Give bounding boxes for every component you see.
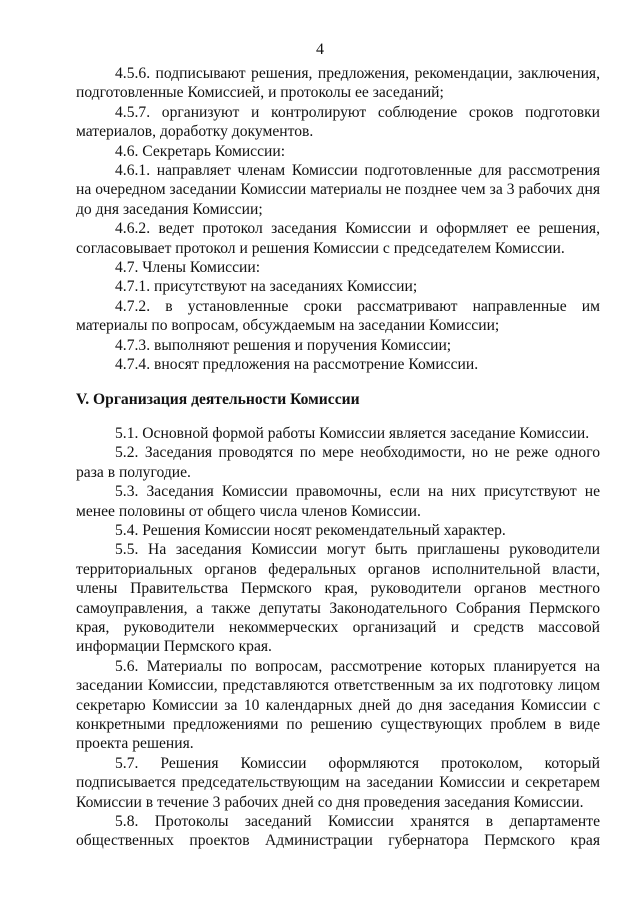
paragraph-4-6-2: 4.6.2. ведет протокол заседания Комиссии и оформляет ее решения, согласовывает протокол и решения Комиссии с председателем Комиссии. [76,220,600,257]
paragraph-5-3: 5.3. Заседания Комиссии правомочны, если на них присутствуют не менее половины от общего числа членов Комиссии. [76,483,600,520]
paragraph-4-6: 4.6. Секретарь Комиссии: [115,142,286,160]
paragraph-5-8: 5.8. Протоколы заседаний Комиссии хранятся в департаменте общественных проектов Администрации губернатора Пермского края [76,813,600,850]
paragraph-5-1: 5.1. Основной формой работы Комиссии является заседание Комиссии. [115,424,590,442]
paragraph-4-7-4: 4.7.4. вносят предложения на рассмотрение Комиссии. [115,356,479,374]
paragraph-5-6: 5.6. Материалы по вопросам, рассмотрение которых планируется на заседании Комиссии, представляются ответственным за их подготовку лицом секретарю Комиссии за 10 календарных дней до дня заседания Комиссии с конкретными предложениями по решению существующих проблем в виде проекта решения. [76,657,600,753]
document-body [76,64,600,851]
paragraph-4-7-3: 4.7.3. выполняют решения и поручения Комиссии; [115,336,452,354]
section-heading: V. Организация деятельности Комиссии [76,390,360,408]
paragraph-5-5: 5.5. На заседания Комиссии могут быть приглашены руководители территориальных органов федеральных органов исполнительной власти, члены Правительства Пермского края, руководители органов местного самоуправления, а также депутаты Законодательного Собрания Пермского края, руководители некоммерческих организаций и средств массовой информации Пермского края. [76,541,600,656]
paragraph-4-6-1: 4.6.1. направляет членам Комиссии подготовленные для рассмотрения на очередном заседании Комиссии материалы не позднее чем за 3 рабочих дня до дня заседания Комиссии; [76,162,600,218]
paragraph-5-7: 5.7. Решения Комиссии оформляются протоколом, который подписывается председательствующим на заседании Комиссии и секретарем Комиссии в течение 3 рабочих дней со дня проведения заседания Комиссии. [76,754,600,811]
paragraph-4-5-7: 4.5.7. организуют и контролируют соблюдение сроков подготовки материалов, доработку документов. [76,103,600,141]
paragraph-4-7-2: 4.7.2. в установленные сроки рассматривают направленные им материалы по вопросам, обсуждаемым на заседании Комиссии; [76,297,600,335]
paragraph-5-2: 5.2. Заседания проводятся по мере необходимости, но не реже одного раза в полугодие. [76,444,600,481]
paragraph-4-7-1: 4.7.1. присутствуют на заседаниях Комиссии; [115,278,418,296]
paragraph-4-5-6: 4.5.6. подписывают решения, предложения, рекомендации, заключения, подготовленные Комиссией, и протоколы ее заседаний; [76,65,600,102]
paragraph-4-7: 4.7. Члены Комиссии: [115,259,261,277]
page-number: 4 [316,41,324,58]
paragraph-5-4: 5.4. Решения Комиссии носят рекомендательный характер. [115,521,506,539]
